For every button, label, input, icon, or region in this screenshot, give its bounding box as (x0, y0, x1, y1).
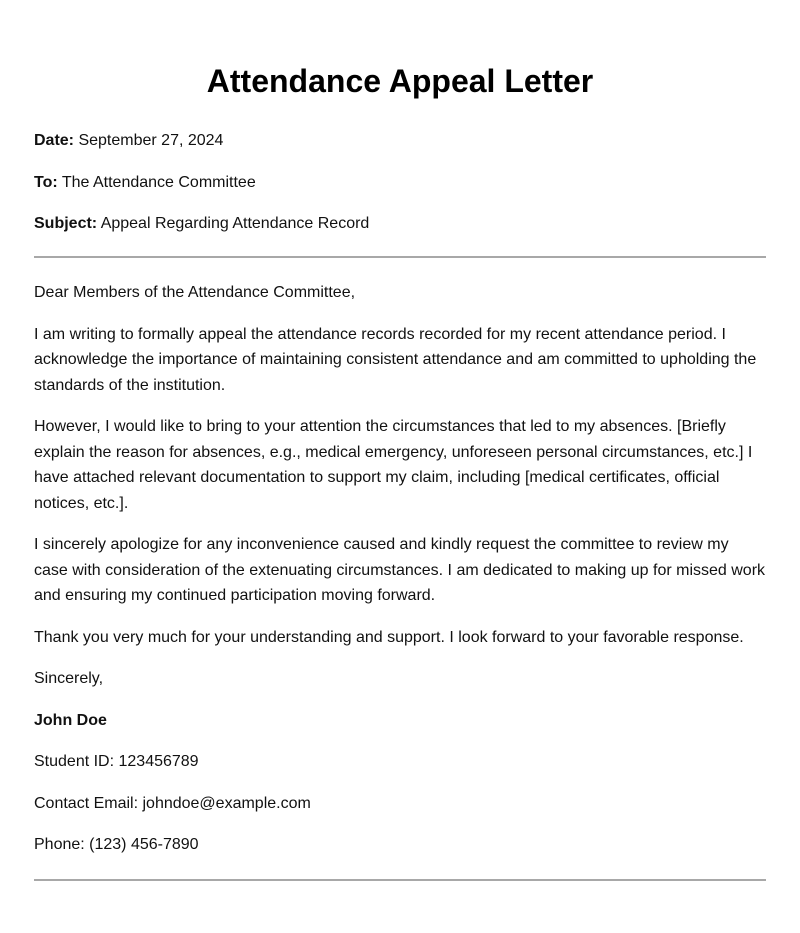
body-paragraph: I sincerely apologize for any inconvenience caused and kindly request the committee to review my case with consideration of the extenuating circumstances. I am dedicated to making up for missed work and ensuring my continued participation moving forward. (34, 536, 766, 604)
footer-divider (34, 879, 766, 881)
subject-label: Subject: (34, 215, 98, 232)
subject-value: Appeal Regarding Attendance Record (97, 215, 370, 232)
body-paragraph: I am writing to formally appeal the attendance records recorded for my recent attendance period. I acknowledge the importance of maintaining consistent attendance and am committed to upholding the standards of the institution. (34, 325, 757, 394)
to-line (34, 172, 766, 194)
phone-number: Phone: (123) 456-7890 (34, 836, 199, 853)
date-label: Date: (34, 132, 75, 149)
body-paragraph: However, I would like to bring to your attention the circumstances that led to my absences. [Briefly explain the reason for absences, e.g., medical emergency, unforeseen personal circumstances, etc.] I have attached relevant documentation to support my claim, including [medical certificates, official notices, etc.]. (34, 418, 753, 512)
to-label: To: (34, 173, 58, 191)
date-value: September 27, 2024 (74, 132, 224, 149)
body-paragraph: Thank you very much for your understanding and support. I look forward to your favorable response. (34, 628, 744, 646)
header-divider (34, 256, 766, 258)
salutation: Dear Members of the Attendance Committee, (34, 284, 356, 301)
page-title: Attendance Appeal Letter (206, 63, 594, 99)
subject-line (34, 213, 766, 235)
student-id: Student ID: 123456789 (34, 753, 199, 770)
date-line (34, 130, 766, 152)
contact-email: Contact Email: johndoe@example.com (34, 794, 311, 812)
to-value: The Attendance Committee (57, 173, 256, 191)
closing: Sincerely, (34, 670, 104, 687)
signer-name: John Doe (34, 711, 107, 729)
